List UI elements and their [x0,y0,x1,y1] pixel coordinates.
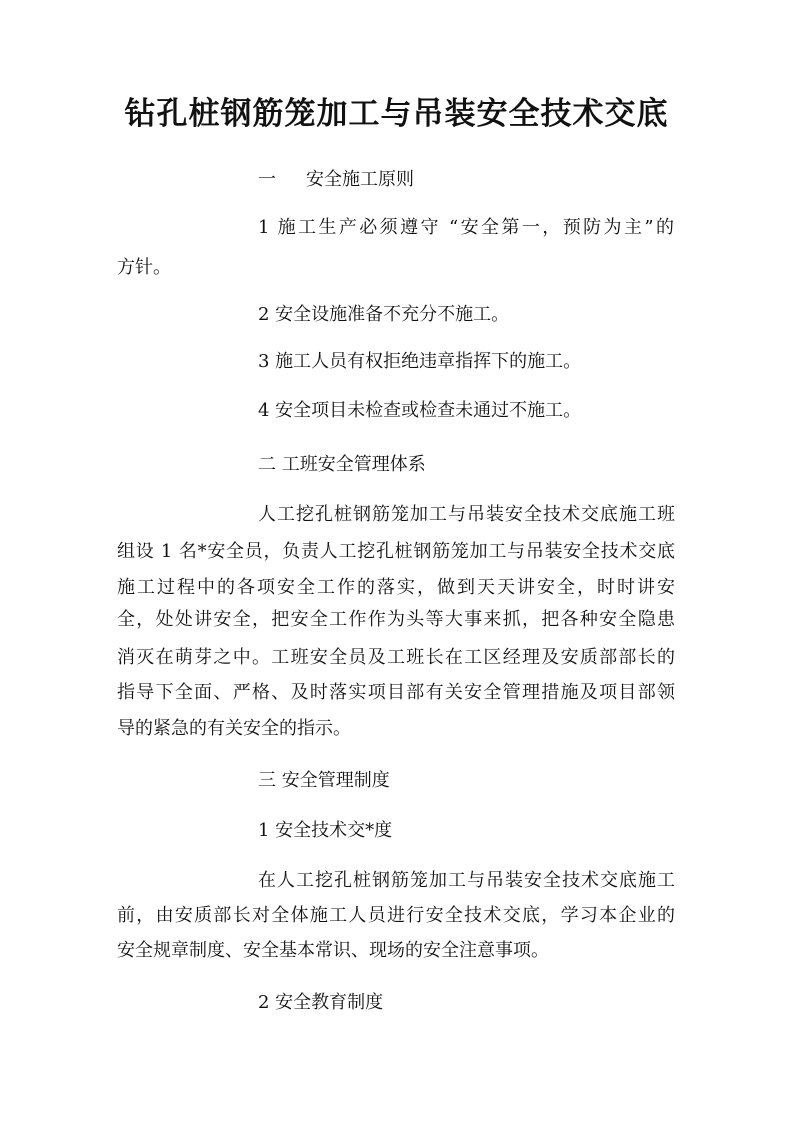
section3-sub1-para-line: 在人工挖孔桩钢筋笼加工与吊装安全技术交底施工 [258,870,675,891]
section3-sub2-heading: 2 安全教育制度 [258,992,384,1013]
section2-para-line: 导的紧急的有关安全的指示。 [117,718,351,739]
section2-para-line: 指导下全面、严格、及时落实项目部有关安全管理措施及项目部领 [117,682,675,703]
document-title: 钻孔桩钢筋笼加工与吊装安全技术交底 [124,96,669,132]
section1-item3: 3 施工人员有权拒绝违章指挥下的施工。 [258,351,582,372]
section3-sub1-heading: 1 安全技术交*度 [258,820,393,841]
section2-heading: 二 工班安全管理体系 [258,454,426,475]
section1-item4: 4 安全项目未检查或检查未通过不施工。 [258,400,582,421]
section2-para-line: 人工挖孔桩钢筋笼加工与吊装安全技术交底施工班 [258,504,675,525]
section3-sub1-para-line: 前，由安质部长对全体施工人员进行安全技术交底，学习本企业的 [117,905,675,926]
section2-para-line: 组设 1 名*安全员，负责人工挖孔桩钢筋笼加工与吊装安全技术交底 [117,541,675,562]
section3-sub1-para-line: 安全规章制度、安全基本常识、现场的安全注意事项。 [117,940,549,961]
section1-heading-text: 安全施工原则 [306,169,414,190]
section1-item2: 2 安全设施准备不充分不施工。 [258,304,510,325]
section3-heading: 三 安全管理制度 [258,770,390,791]
section1-number: 一 [258,169,276,190]
section2-para-line: 消灭在萌芽之中。工班安全员及工班长在工区经理及安质部部长的 [117,647,675,668]
section1-item1-line1: 1 施工生产必须遵守 “安全第一，预防为主”的 [258,217,674,238]
section2-para-line: 全，处处讲安全，把安全工作作为头等大事来抓，把各种安全隐患 [117,609,675,630]
section2-para-line: 施工过程中的各项安全工作的落实，做到天天讲安全，时时讲安 [117,577,675,598]
section1-item1-line2: 方针。 [117,257,171,278]
section1-heading [258,165,414,195]
